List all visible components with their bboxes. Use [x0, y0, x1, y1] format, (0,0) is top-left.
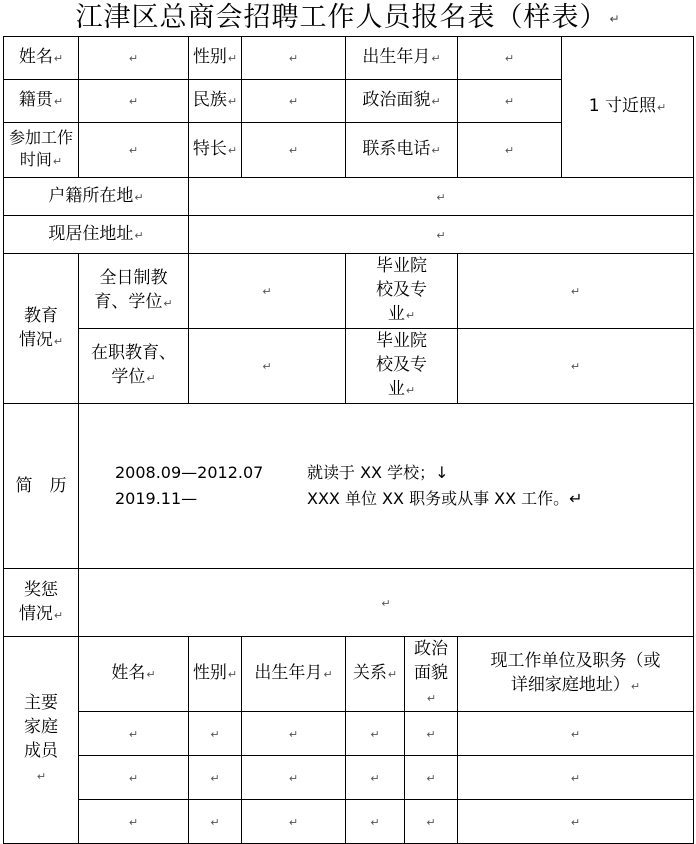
label-address: 现居住地址↵ [4, 216, 189, 254]
member-1-gender[interactable]: ↵ [189, 712, 242, 756]
resume-entry: 2008.09—2012.07 就读于 XX 学校；↓ [115, 463, 449, 482]
label-fulltime-school: 毕业院校及专业↵ [346, 254, 458, 329]
header-member-work-unit: 现工作单位及职务（或详细家庭地址）↵ [458, 637, 694, 712]
member-1-relation[interactable]: ↵ [346, 712, 405, 756]
value-resume[interactable] [79, 404, 694, 569]
label-education: 教育情况↵ [4, 254, 79, 404]
value-address[interactable]: ↵ [189, 216, 694, 254]
value-awards[interactable]: ↵ [79, 569, 694, 637]
header-member-birth: 出生年月↵ [242, 637, 346, 712]
label-phone: 联系电话↵ [346, 123, 458, 178]
label-specialty: 特长↵ [189, 123, 242, 178]
value-native[interactable]: ↵ [79, 80, 189, 123]
value-fulltime[interactable]: ↵ [189, 254, 346, 329]
member-3-name[interactable]: ↵ [79, 800, 189, 844]
label-hukou: 户籍所在地↵ [4, 178, 189, 216]
member-1-work-unit[interactable]: ↵ [458, 712, 694, 756]
label-ethnic: 民族↵ [189, 80, 242, 123]
member-3-work-unit[interactable]: ↵ [458, 800, 694, 844]
member-2-political[interactable]: ↵ [405, 756, 458, 800]
value-ethnic[interactable]: ↵ [242, 80, 346, 123]
member-2-relation[interactable]: ↵ [346, 756, 405, 800]
value-birth[interactable]: ↵ [458, 37, 562, 80]
header-member-name: 姓名↵ [79, 637, 189, 712]
member-2-work-unit[interactable]: ↵ [458, 756, 694, 800]
form-title: 江津区总商会招聘工作人员报名表（样表） ↵ [75, 2, 621, 33]
value-political[interactable]: ↵ [458, 80, 562, 123]
registration-form-table [3, 36, 694, 844]
value-fulltime-school[interactable]: ↵ [458, 254, 694, 329]
label-family: 主要家庭成员↵ [4, 637, 79, 844]
label-resume: 简 历 [4, 404, 79, 569]
label-awards: 奖惩情况↵ [4, 569, 79, 637]
value-hukou[interactable]: ↵ [189, 178, 694, 216]
value-inservice-school[interactable]: ↵ [458, 329, 694, 404]
label-birth: 出生年月↵ [346, 37, 458, 80]
value-specialty[interactable]: ↵ [242, 123, 346, 178]
label-gender: 性别↵ [189, 37, 242, 80]
label-inservice-school: 毕业院校及专业↵ [346, 329, 458, 404]
value-name[interactable]: ↵ [79, 37, 189, 80]
value-gender[interactable]: ↵ [242, 37, 346, 80]
label-fulltime: 全日制教育、学位↵ [79, 254, 189, 329]
paragraph-mark-icon: ↵ [609, 11, 621, 26]
label-inservice: 在职教育、学位↵ [79, 329, 189, 404]
label-name: 姓名↵ [4, 37, 79, 80]
member-3-political[interactable]: ↵ [405, 800, 458, 844]
member-3-birth[interactable]: ↵ [242, 800, 346, 844]
header-member-gender: 性别↵ [189, 637, 242, 712]
member-1-name[interactable]: ↵ [79, 712, 189, 756]
value-phone[interactable]: ↵ [458, 123, 562, 178]
member-3-gender[interactable]: ↵ [189, 800, 242, 844]
member-2-birth[interactable]: ↵ [242, 756, 346, 800]
label-native: 籍贯↵ [4, 80, 79, 123]
value-inservice[interactable]: ↵ [189, 329, 346, 404]
header-member-political: 政治面貌↵ [405, 637, 458, 712]
value-work-time[interactable]: ↵ [79, 123, 189, 178]
resume-entry: 2019.11— XXX 单位 XX 职务或从事 XX 工作。↵ [115, 489, 583, 508]
member-2-name[interactable]: ↵ [79, 756, 189, 800]
member-3-relation[interactable]: ↵ [346, 800, 405, 844]
label-work-time: 参加工作时间↵ [4, 123, 79, 178]
label-political: 政治面貌↵ [346, 80, 458, 123]
member-1-political[interactable]: ↵ [405, 712, 458, 756]
header-member-relation: 关系↵ [346, 637, 405, 712]
member-1-birth[interactable]: ↵ [242, 712, 346, 756]
member-2-gender[interactable]: ↵ [189, 756, 242, 800]
photo-area[interactable]: 1 寸近照↵ [562, 37, 694, 178]
